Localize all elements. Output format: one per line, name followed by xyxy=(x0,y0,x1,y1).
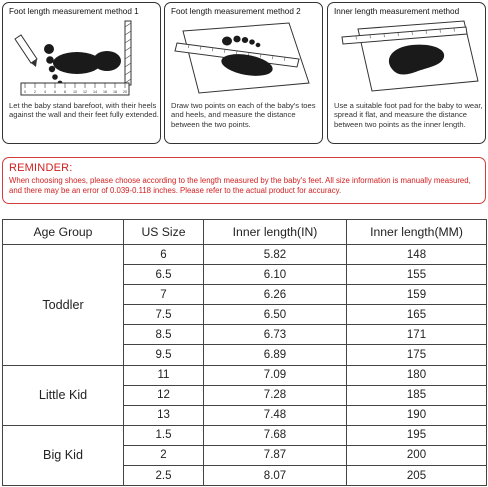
reminder-title: REMINDER: xyxy=(9,162,73,174)
ruler-icon xyxy=(21,83,129,95)
method-1-title: Foot length measurement method 1 xyxy=(9,7,139,16)
ruler-number: 10 xyxy=(73,90,77,94)
ruler-number: 2 xyxy=(34,90,36,94)
us-size-cell: 11 xyxy=(124,365,204,385)
us-size-cell: 7 xyxy=(124,285,204,305)
column-header-inner-length-in: Inner length(IN) xyxy=(204,220,347,245)
us-size-cell: 6 xyxy=(124,245,204,265)
method-3-description: Use a suitable foot pad for the baby to wear, spread it flat, and measure the distance between two points as the inner length. xyxy=(334,101,483,129)
age-group-little-kid: Little Kid xyxy=(3,365,124,425)
ruler-number: 8 xyxy=(64,90,66,94)
inner-length-in-cell: 6.10 xyxy=(204,265,347,285)
inner-length-mm-cell: 200 xyxy=(347,445,487,465)
inner-length-mm-cell: 159 xyxy=(347,285,487,305)
age-group-toddler: Toddler xyxy=(3,245,124,366)
column-header-age-group: Age Group xyxy=(3,220,124,245)
paper-measurement-illustration xyxy=(169,19,319,97)
us-size-cell: 8.5 xyxy=(124,325,204,345)
inner-length-mm-cell: 175 xyxy=(347,345,487,365)
us-size-cell: 2 xyxy=(124,445,204,465)
us-size-cell: 7.5 xyxy=(124,305,204,325)
ruler-number: 20 xyxy=(123,90,127,94)
table-header-row xyxy=(3,220,487,245)
ruler-number: 0 xyxy=(24,90,26,94)
method-2-panel xyxy=(164,2,323,144)
inner-length-in-cell: 7.48 xyxy=(204,405,347,425)
column-header-us-size: US Size xyxy=(124,220,204,245)
inner-length-in-cell: 6.26 xyxy=(204,285,347,305)
inner-length-in-cell: 6.73 xyxy=(204,325,347,345)
inner-length-mm-cell: 190 xyxy=(347,405,487,425)
method-1-description: Let the baby stand barefoot, with their heels against the wall and their feet fully extended. xyxy=(9,101,159,120)
method-2-title: Foot length measurement method 2 xyxy=(171,7,301,16)
wall-measurement-illustration xyxy=(7,19,157,97)
table-row xyxy=(3,425,487,445)
ruler-number: 12 xyxy=(83,90,87,94)
method-3-panel xyxy=(327,2,486,144)
reminder-box xyxy=(2,157,486,204)
us-size-cell: 13 xyxy=(124,405,204,425)
ruler-number: 14 xyxy=(93,90,97,94)
method-1-panel xyxy=(2,2,161,144)
inner-length-in-cell: 7.28 xyxy=(204,385,347,405)
us-size-cell: 6.5 xyxy=(124,265,204,285)
inner-length-in-cell: 6.50 xyxy=(204,305,347,325)
ruler-number: 18 xyxy=(113,90,117,94)
table-row xyxy=(3,365,487,385)
inner-length-mm-cell: 205 xyxy=(347,466,487,486)
ruler-number: 4 xyxy=(44,90,46,94)
inner-length-mm-cell: 171 xyxy=(347,325,487,345)
method-3-title: Inner length measurement method xyxy=(334,7,460,16)
inner-length-mm-cell: 180 xyxy=(347,365,487,385)
inner-length-mm-cell: 185 xyxy=(347,385,487,405)
us-size-cell: 9.5 xyxy=(124,345,204,365)
size-chart-table xyxy=(2,219,487,486)
ruler-number: 16 xyxy=(103,90,107,94)
measurement-methods xyxy=(2,2,486,144)
age-group-big-kid: Big Kid xyxy=(3,425,124,485)
footprint-icon xyxy=(44,44,121,85)
us-size-cell: 12 xyxy=(124,385,204,405)
inner-length-mm-cell: 148 xyxy=(347,245,487,265)
us-size-cell: 2.5 xyxy=(124,466,204,486)
insole-measurement-illustration xyxy=(332,19,482,97)
table-row xyxy=(3,245,487,265)
inner-length-in-cell: 5.82 xyxy=(204,245,347,265)
inner-length-mm-cell: 165 xyxy=(347,305,487,325)
pencil-icon xyxy=(15,35,37,67)
inner-length-in-cell: 7.68 xyxy=(204,425,347,445)
inner-length-mm-cell: 195 xyxy=(347,425,487,445)
inner-length-in-cell: 7.09 xyxy=(204,365,347,385)
ruler-number: 6 xyxy=(54,90,56,94)
column-header-inner-length-mm: Inner length(MM) xyxy=(347,220,487,245)
inner-length-in-cell: 7.87 xyxy=(204,445,347,465)
inner-length-mm-cell: 155 xyxy=(347,265,487,285)
method-2-description: Draw two points on each of the baby's toes and heels, and measure the distance between the two points. xyxy=(171,101,316,129)
reminder-text: When choosing shoes, please choose according to the length measured by the baby's feet. All size information is manually measured, and there may be an error of 0.039-0.118 inches. Please refer to the actual product for accuracy. xyxy=(9,176,471,195)
inner-length-in-cell: 6.89 xyxy=(204,345,347,365)
us-size-cell: 1.5 xyxy=(124,425,204,445)
inner-length-in-cell: 8.07 xyxy=(204,466,347,486)
